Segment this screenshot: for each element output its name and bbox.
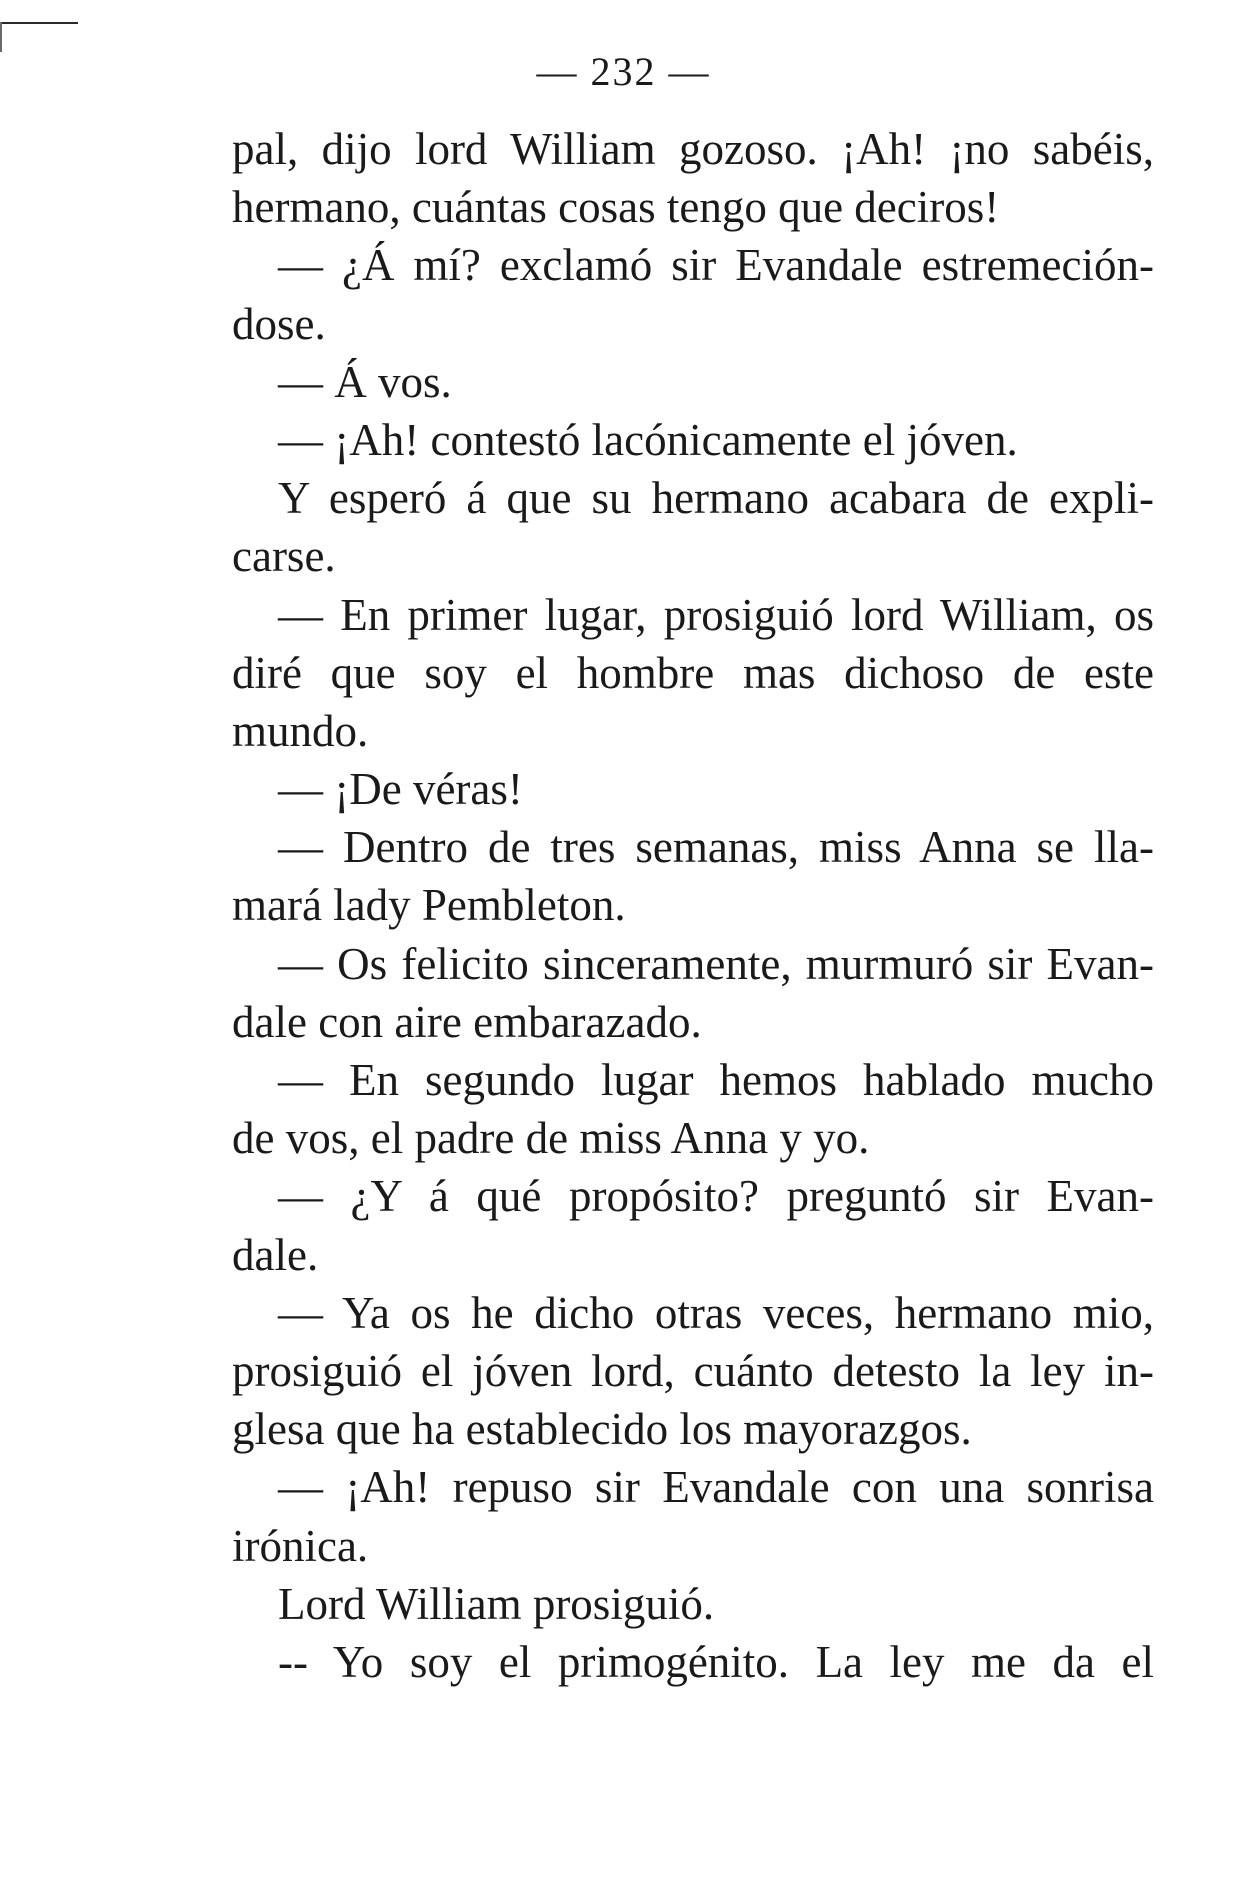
text-line: irónica. <box>232 1520 369 1571</box>
text-line: — Á vos. <box>278 356 452 407</box>
text-line: — Os felicito sinceramente, murmuró sir Evan- <box>278 938 1154 989</box>
text-line: — Ya os he dicho otras veces, hermano mio, <box>278 1287 1154 1338</box>
text-line: — En primer lugar, prosiguió lord William, os <box>278 589 1154 640</box>
text-line: -- Yo soy el primogénito. La ley me da el <box>278 1636 1154 1687</box>
text-line: carse. <box>232 531 336 582</box>
text-line: — En segundo lugar hemos hablado mucho <box>278 1055 1154 1105</box>
text-line: mundo. <box>232 705 369 756</box>
text-line: hermano, cuántas cosas tengo que deciros! <box>232 182 1000 233</box>
text-line: — ¿Á mí? exclamó sir Evandale estremeción- <box>278 240 1154 291</box>
text-line: — Dentro de tres semanas, miss Anna se lla- <box>278 822 1154 873</box>
text-line: mará lady Pembleton. <box>232 880 626 931</box>
text-line: — ¡De véras! <box>278 764 523 815</box>
body-text <box>232 120 1154 1691</box>
text-line: Lord William prosiguió. <box>278 1578 715 1629</box>
text-line: — ¡Ah! contestó lacónicamente el jóven. <box>278 414 1018 465</box>
text-line: prosiguió el jóven lord, cuánto detesto la ley in- <box>232 1345 1154 1396</box>
page-number: — 232 — <box>536 49 711 94</box>
text-line: Y esperó á que su hermano acabara de expli- <box>278 473 1154 524</box>
text-line: dale. <box>232 1229 319 1280</box>
text-line: de vos, el padre de miss Anna y yo. <box>232 1113 870 1164</box>
text-line: glesa que ha establecido los mayorazgos. <box>232 1404 972 1455</box>
text-line: — ¿Y á qué propósito? preguntó sir Evan- <box>278 1171 1154 1222</box>
text-line: pal, dijo lord William gozoso. ¡Ah! ¡no sabéis, <box>232 124 1154 174</box>
text-line: diré que soy el hombre mas dichoso de este <box>232 647 1154 698</box>
text-line: dale con aire embarazado. <box>232 996 702 1047</box>
scan-corner-mark <box>0 22 78 24</box>
text-line: — ¡Ah! repuso sir Evandale con una sonrisa <box>278 1462 1154 1513</box>
text-line: dose. <box>232 298 326 349</box>
